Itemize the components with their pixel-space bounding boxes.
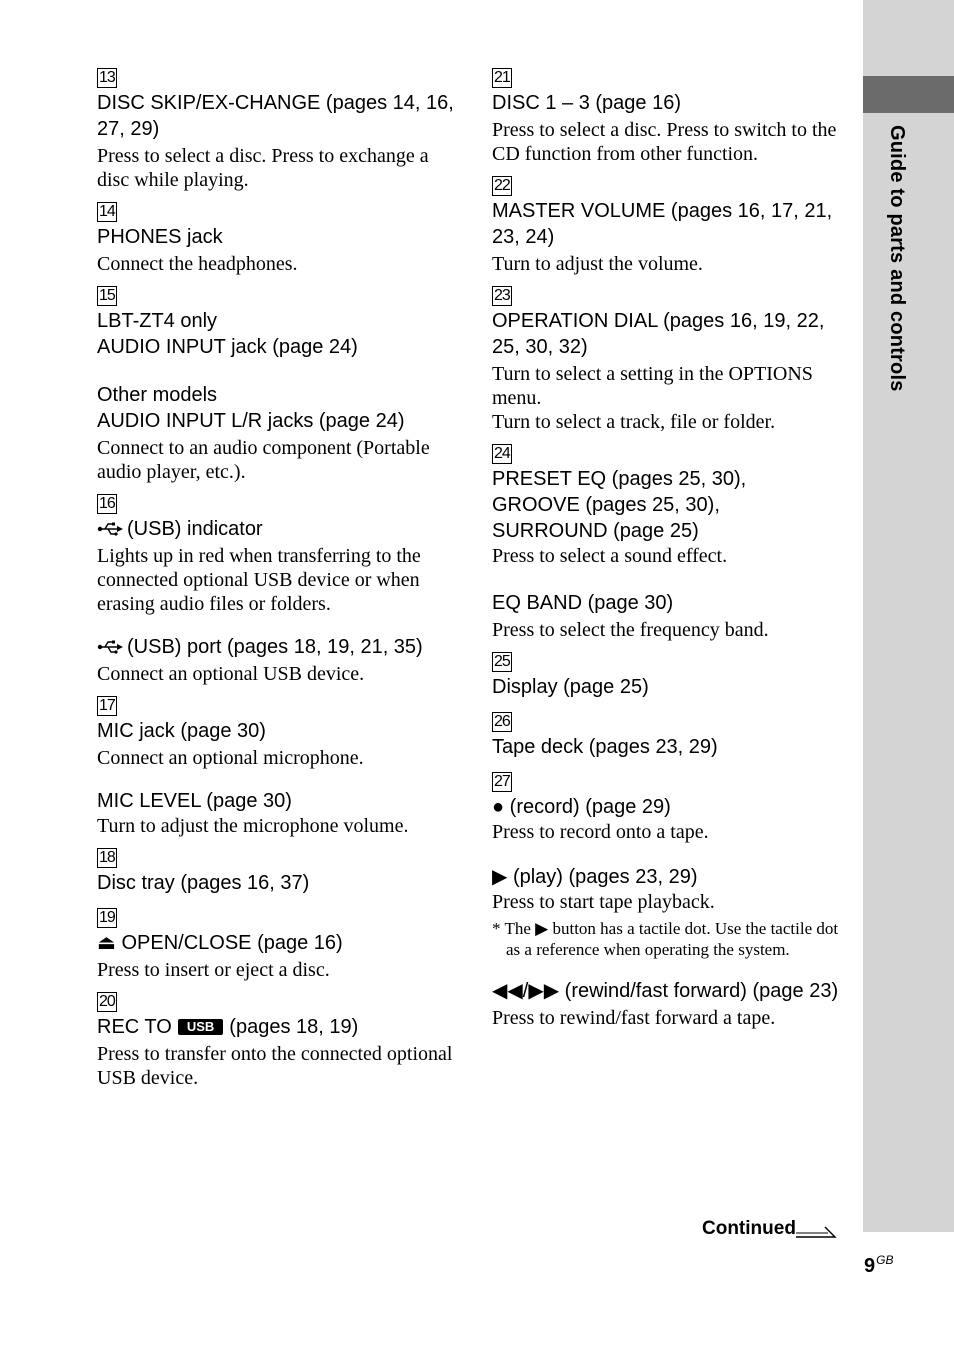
page-number-suffix: GB [876, 1253, 894, 1267]
item-number: 22 [494, 177, 510, 194]
item-title-row [492, 794, 844, 820]
item-21 [492, 62, 844, 166]
item-title: REC TO [97, 1016, 172, 1038]
spacer [97, 360, 457, 380]
item-20 [97, 986, 457, 1090]
item-title-row [492, 864, 844, 890]
item-description: Press to insert or eject a disc. [97, 959, 330, 981]
item-title: OPEN/CLOSE (page 16) [121, 932, 343, 954]
item-number: 20 [99, 993, 115, 1010]
item-description: Turn to select a setting in the OPTIONS menu. [492, 363, 813, 409]
item-16 [97, 488, 457, 686]
item-title: PHONES jack [97, 226, 223, 248]
item-description: Connect to an audio component (Portable audio player, etc.). [97, 437, 430, 483]
item-subheading: LBT-ZT4 only [97, 310, 218, 332]
item-15 [97, 280, 457, 484]
item-number: 23 [494, 287, 510, 304]
spacer [492, 964, 844, 976]
item-title-suffix: (pages 18, 19) [229, 1016, 359, 1038]
item-number: 16 [99, 495, 115, 512]
spacer [97, 774, 457, 786]
item-26 [492, 706, 844, 760]
item-title: SURROUND (page 25) [492, 520, 699, 542]
page-number [864, 1253, 893, 1278]
item-description: Turn to adjust the volume. [492, 253, 703, 275]
item-title: MIC LEVEL (page 30) [97, 790, 292, 812]
section-title-vertical: Guide to parts and controls [886, 125, 908, 392]
footnote-text: button has a tactile dot. Use the tactile dot as a reference when operating the system. [506, 919, 839, 959]
item-number: 24 [494, 445, 510, 462]
item-description: Press to select a disc. Press to switch to the CD function from other function. [492, 119, 837, 165]
spacer [97, 620, 457, 632]
usb-badge-icon: USB [178, 1019, 223, 1035]
play-icon: ▶ [535, 919, 549, 938]
item-title: EQ BAND (page 30) [492, 592, 674, 614]
item-number: 27 [494, 773, 510, 790]
item-title-row [97, 634, 457, 660]
item-title: AUDIO INPUT jack (page 24) [97, 336, 358, 358]
usb-icon [97, 522, 123, 536]
item-23 [492, 280, 844, 434]
item-title: Tape deck (pages 23, 29) [492, 736, 718, 758]
item-title: AUDIO INPUT L/R jacks (page 24) [97, 410, 405, 432]
item-number: 25 [494, 653, 510, 670]
item-description: Press to select a disc. Press to exchange a disc while playing. [97, 145, 429, 191]
item-number: 15 [99, 287, 115, 304]
item-title: OPERATION DIAL (pages 16, 19, 22, 25, 30, 32) [492, 310, 825, 358]
item-27 [492, 766, 844, 1030]
item-number: 18 [99, 849, 115, 866]
item-title: MIC jack (page 30) [97, 720, 266, 742]
item-13 [97, 62, 457, 192]
item-description: Press to select the frequency band. [492, 619, 769, 641]
sidebar-tab-marker [863, 76, 954, 113]
eject-icon: ⏏ [97, 932, 116, 954]
item-number: 13 [99, 69, 115, 86]
item-title: Display (page 25) [492, 676, 649, 698]
record-icon: ● [492, 796, 505, 818]
page-number-value: 9 [864, 1255, 876, 1277]
item-14 [97, 196, 457, 276]
spacer [492, 848, 844, 862]
item-title: (record) (page 29) [509, 796, 671, 818]
item-description: Press to record onto a tape. [492, 821, 709, 843]
item-description: Connect an optional USB device. [97, 663, 365, 685]
item-number: 19 [99, 909, 115, 926]
item-description: Turn to select a track, file or folder. [492, 411, 776, 433]
rewind-fast-forward-icon: ◀◀/▶▶ [492, 980, 560, 1002]
item-number: 17 [99, 697, 115, 714]
item-number: 21 [494, 69, 510, 86]
item-title: DISC SKIP/EX-CHANGE (pages 14, 16, 27, 29) [97, 92, 454, 140]
item-title: Disc tray (pages 16, 37) [97, 872, 310, 894]
item-title-row [97, 1014, 457, 1040]
item-24 [492, 438, 844, 642]
item-title: (USB) indicator [127, 518, 263, 540]
footnote-mark: * [492, 919, 501, 938]
item-title: (play) (pages 23, 29) [512, 866, 698, 888]
item-title: (USB) port (pages 18, 19, 21, 35) [127, 636, 423, 658]
item-title-row [97, 930, 457, 956]
item-title: GROOVE (pages 25, 30), [492, 494, 720, 516]
item-19 [97, 902, 457, 982]
item-description: Press to select a sound effect. [492, 545, 728, 567]
item-18 [97, 842, 457, 896]
item-description: Press to transfer onto the connected optional USB device. [97, 1043, 453, 1089]
footnote-text: The [504, 919, 531, 938]
item-title: MASTER VOLUME (pages 16, 17, 21, 23, 24) [492, 200, 833, 248]
item-description: Press to start tape playback. [492, 891, 715, 913]
item-title: DISC 1 – 3 (page 16) [492, 92, 681, 114]
left-column [97, 62, 457, 1094]
item-number: 14 [99, 203, 115, 220]
spacer [492, 572, 844, 588]
item-description: Connect an optional microphone. [97, 747, 364, 769]
item-25 [492, 646, 844, 700]
continued-label: Continued [702, 1218, 796, 1239]
item-title-row [97, 516, 457, 542]
item-number: 26 [494, 713, 510, 730]
item-description: Press to rewind/fast forward a tape. [492, 1007, 776, 1029]
item-17 [97, 690, 457, 838]
item-title: PRESET EQ (pages 25, 30), [492, 468, 747, 490]
footnote [492, 918, 844, 960]
usb-icon [97, 640, 123, 654]
item-description: Connect the headphones. [97, 253, 298, 275]
item-title: (rewind/fast forward) (page 23) [564, 980, 839, 1002]
item-description: Lights up in red when transferring to the connected optional USB device or when erasing audio files or folders. [97, 545, 421, 615]
item-22 [492, 170, 844, 276]
item-title-row [492, 978, 844, 1004]
item-subheading: Other models [97, 384, 218, 406]
right-column [492, 62, 844, 1034]
item-description: Turn to adjust the microphone volume. [97, 815, 409, 837]
continued-arrow-icon [795, 1222, 837, 1240]
play-icon: ▶ [492, 866, 508, 888]
